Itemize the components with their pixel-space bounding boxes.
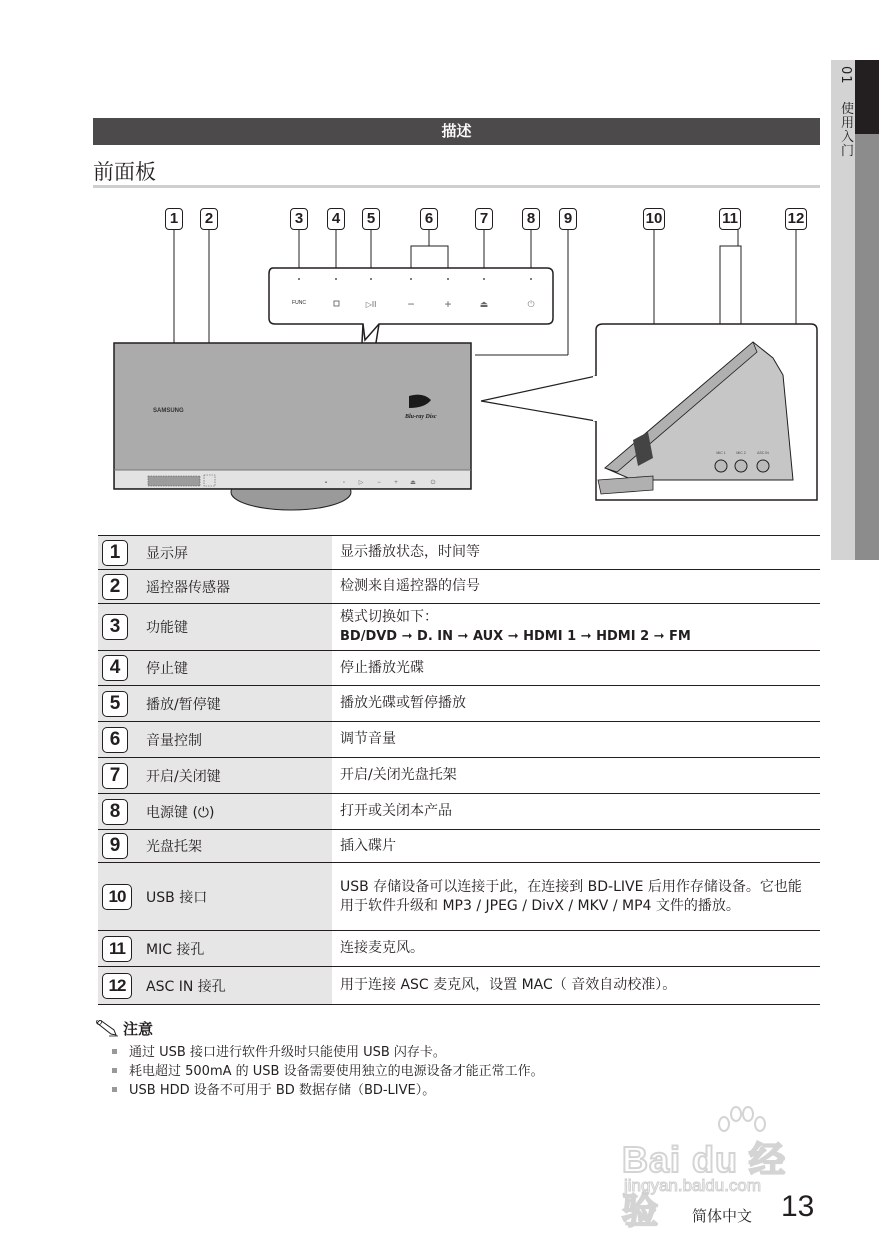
callout-8: 8 [522, 208, 540, 230]
callout-4: 4 [327, 208, 345, 230]
table-row [98, 794, 820, 830]
table-row [98, 686, 820, 722]
item-number: 10 [102, 884, 132, 910]
item-number: 8 [102, 799, 128, 825]
item-number: 5 [102, 691, 128, 717]
table-row [98, 536, 820, 570]
svg-text:⏻: ⏻ [430, 480, 436, 486]
item-description: 调节音量 [340, 731, 396, 747]
svg-text:▷II: ▷II [365, 300, 377, 309]
item-number: 4 [102, 655, 128, 681]
callout-12: 12 [785, 208, 807, 230]
table-row [98, 570, 820, 604]
table-row [98, 830, 820, 863]
item-description: 播放光碟或暂停播放 [340, 695, 466, 711]
item-number: 7 [102, 763, 128, 789]
svg-text:▫: ▫ [342, 480, 346, 486]
watermark-url: jingyan.baidu.com [624, 1176, 762, 1195]
notes-section [95, 1018, 695, 1100]
item-name: 遥控器传感器 [136, 570, 332, 604]
notes-list [95, 1043, 695, 1100]
item-name: 开启/关闭键 [136, 758, 332, 794]
callout-1: 1 [165, 208, 183, 230]
chapter-tab-label [836, 66, 855, 158]
svg-text:⏏: ⏏ [479, 299, 489, 309]
callout-5: 5 [362, 208, 380, 230]
svg-text:MIC 1: MIC 1 [716, 451, 726, 455]
chapter-label: 使用入门 [838, 101, 853, 158]
item-number: 6 [102, 727, 128, 753]
notes-title: 注意 [123, 1020, 154, 1038]
item-name: USB 接口 [136, 863, 332, 931]
svg-text:▷: ▷ [358, 480, 364, 486]
callout-3: 3 [290, 208, 308, 230]
svg-text:MIC 2: MIC 2 [736, 451, 746, 455]
note-item: 通过 USB 接口进行软件升级时只能使用 USB 闪存卡。 [95, 1043, 695, 1062]
item-name: MIC 接孔 [136, 931, 332, 967]
parts-table [98, 535, 820, 1005]
footer-language: 简体中文 [692, 1207, 753, 1225]
item-description [332, 604, 820, 651]
page-number: 13 [781, 1190, 815, 1223]
watermark-brand: Bai du 经验 [622, 1139, 787, 1231]
item-name: ASC IN 接孔 [136, 967, 332, 1005]
item-number: 3 [102, 614, 128, 640]
table-row [98, 651, 820, 686]
item-description: 用于连接 ASC 麦克风，设置 MAC（ 音效自动校准）。 [340, 977, 677, 993]
mode-sequence: BD/DVD ➞ D. IN ➞ AUX ➞ HDMI 1 ➞ HDMI 2 ➞ FM [340, 629, 691, 644]
callout-9: 9 [559, 208, 577, 230]
svg-text:⏻: ⏻ [527, 299, 535, 309]
title-divider [93, 185, 820, 188]
section-header: 描述 [93, 118, 820, 145]
chapter-number: 01 [838, 66, 853, 85]
item-name: 电源键 (⏻) [136, 794, 332, 830]
item-name: 显示屏 [136, 536, 332, 570]
table-row [98, 604, 820, 651]
item-name: 停止键 [136, 651, 332, 686]
item-description: USB 存储设备可以连接于此，在连接到 BD-LIVE 后用作存储设备。它也能用于软件升级和 MP3 / JPEG / DivX / MKV / MP4 文件的播放。 [340, 878, 802, 914]
item-description: 停止播放光碟 [340, 659, 424, 676]
callout-6: 6 [420, 208, 438, 230]
item-number: 9 [102, 833, 128, 859]
svg-text:⏏: ⏏ [410, 480, 416, 486]
description-line: 模式切换如下： [340, 609, 438, 625]
item-name: 播放/暂停键 [136, 686, 332, 722]
item-name: 功能键 [136, 604, 332, 651]
item-number: 2 [102, 574, 128, 600]
page-title: 前面板 [93, 160, 156, 184]
svg-text:ASC IN: ASC IN [757, 451, 769, 455]
notes-heading [95, 1018, 695, 1039]
callout-11: 11 [719, 208, 741, 230]
item-description: 显示播放状态，时间等 [340, 544, 480, 560]
svg-text:−: − [377, 480, 381, 486]
svg-text:FUNC: FUNC [292, 300, 306, 306]
table-row [98, 863, 820, 931]
front-panel-diagram [93, 200, 820, 520]
item-description: 插入碟片 [340, 837, 396, 854]
svg-text:+: + [444, 297, 452, 311]
callout-2: 2 [200, 208, 218, 230]
svg-text:−: − [407, 297, 415, 311]
svg-text:▪: ▪ [324, 480, 328, 486]
callout-7: 7 [475, 208, 493, 230]
item-description: 开启/关闭光盘托架 [340, 767, 457, 783]
note-item: USB HDD 设备不可用于 BD 数据存储（BD-LIVE）。 [95, 1081, 695, 1100]
item-number: 1 [102, 540, 128, 566]
item-number: 11 [102, 936, 132, 962]
chapter-tab-edge [855, 60, 879, 560]
pencil-note-icon [95, 1020, 119, 1038]
item-name: 音量控制 [136, 722, 332, 758]
item-number: 12 [102, 973, 132, 999]
samsung-logo: SAMSUNG [153, 408, 184, 414]
note-item: 耗电超过 500mA 的 USB 设备需要使用独立的电源设备才能正常工作。 [95, 1062, 695, 1081]
table-row [98, 758, 820, 794]
item-description: 检测来自遥控器的信号 [340, 578, 480, 594]
chapter-tab-marker [855, 60, 879, 134]
svg-text:Blu-ray Disc: Blu-ray Disc [405, 414, 437, 420]
front-panel-illustration [93, 200, 820, 520]
table-row [98, 722, 820, 758]
item-description: 打开或关闭本产品 [340, 803, 452, 819]
callout-10: 10 [643, 208, 665, 230]
item-description: 连接麦克风。 [340, 940, 424, 956]
item-name: 光盘托架 [136, 830, 332, 863]
table-row [98, 931, 820, 967]
table-row [98, 967, 820, 1005]
svg-text:+: + [394, 480, 398, 486]
